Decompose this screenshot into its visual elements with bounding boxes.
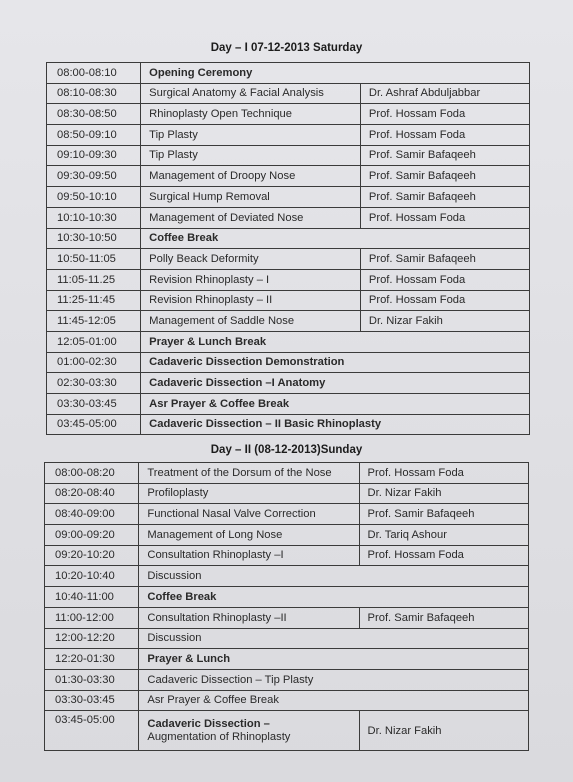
session-title: Revision Rhinoplasty – I	[149, 273, 270, 286]
session-title-cell	[141, 414, 530, 435]
schedule-row	[45, 525, 529, 546]
session-title-cell	[139, 607, 359, 628]
session-title-cell	[139, 525, 359, 546]
speaker-cell: Dr. Nizar Fakih	[359, 711, 528, 751]
session-title-cell	[141, 311, 361, 332]
time-cell: 09:00-09:20	[45, 525, 139, 546]
schedule-row	[45, 628, 529, 649]
time-cell: 01:00-02:30	[47, 352, 141, 373]
day-2-heading: Day – II (08-12-2013)Sunday	[210, 444, 363, 456]
schedule-row	[47, 414, 530, 435]
schedule-row	[47, 269, 530, 290]
time-cell: 11:00-12:00	[45, 607, 139, 628]
session-title-cell	[141, 331, 530, 352]
time-cell: 10:30-10:50	[47, 228, 141, 249]
schedule-row	[45, 711, 529, 751]
speaker-cell: Prof. Samir Bafaqeeh	[360, 145, 529, 166]
time-cell: 12:00-12:20	[45, 628, 139, 649]
session-title: Management of Droopy Nose	[149, 170, 296, 183]
session-title-cell	[141, 83, 361, 104]
schedule-row	[45, 607, 529, 628]
schedule-row	[47, 373, 530, 394]
schedule-row	[47, 187, 530, 208]
session-title-cell	[139, 587, 529, 608]
session-title: Cadaveric Dissection – Tip Plasty	[147, 673, 314, 686]
time-cell: 12:05-01:00	[47, 331, 141, 352]
session-title: Discussion	[147, 570, 202, 583]
session-title: Surgical Anatomy & Facial Analysis	[149, 87, 324, 100]
speaker-cell: Prof. Hossam Foda	[359, 463, 528, 484]
session-title: Cadaveric Dissection Demonstration	[149, 356, 345, 369]
time-cell: 11:05-11.25	[47, 269, 141, 290]
time-cell: 09:20-10:20	[45, 545, 139, 566]
time-cell: 03:45-05:00	[47, 414, 141, 435]
session-title-cell	[139, 545, 359, 566]
session-title: Asr Prayer & Coffee Break	[149, 397, 290, 410]
speaker-cell: Prof. Hossam Foda	[360, 104, 529, 125]
day-1-heading: Day – I 07-12-2013 Saturday	[210, 42, 363, 54]
schedule-row	[47, 311, 530, 332]
session-title-cell	[141, 166, 361, 187]
time-cell: 08:00-08:10	[47, 63, 141, 84]
time-cell: 12:20-01:30	[45, 649, 139, 670]
session-title: Coffee Break	[147, 590, 217, 603]
day-1-schedule-table	[46, 62, 530, 435]
time-cell: 09:30-09:50	[47, 166, 141, 187]
session-title-cell	[141, 207, 361, 228]
time-cell: 11:25-11:45	[47, 290, 141, 311]
schedule-row	[47, 352, 530, 373]
time-cell: 09:50-10:10	[47, 187, 141, 208]
session-title-cell	[139, 649, 529, 670]
session-title: Opening Ceremony	[149, 66, 253, 79]
speaker-cell: Dr. Nizar Fakih	[360, 311, 529, 332]
session-title-cell	[139, 483, 359, 504]
time-cell: 01:30-03:30	[45, 669, 139, 690]
schedule-row	[47, 290, 530, 311]
session-title: Prayer & Lunch	[147, 652, 231, 665]
session-title: Polly Beack Deformity	[149, 252, 259, 265]
time-cell: 10:40-11:00	[45, 587, 139, 608]
session-title-cell	[141, 228, 530, 249]
time-cell: 08:10-08:30	[47, 83, 141, 104]
schedule-row	[47, 145, 530, 166]
time-cell: 10:10-10:30	[47, 207, 141, 228]
session-title: Management of Saddle Nose	[149, 314, 295, 327]
session-title-cell	[139, 463, 359, 484]
session-title-cell	[141, 145, 361, 166]
session-title: Discussion	[147, 632, 202, 645]
time-cell: 03:30-03:45	[45, 690, 139, 711]
session-title-cell	[141, 187, 361, 208]
schedule-row	[45, 545, 529, 566]
session-title: Management of Long Nose	[147, 528, 283, 541]
speaker-cell: Dr. Ashraf Abduljabbar	[360, 83, 529, 104]
speaker-cell: Dr. Nizar Fakih	[359, 483, 528, 504]
session-title: Coffee Break	[149, 232, 219, 245]
session-title: Tip Plasty	[149, 128, 198, 141]
session-title: Cadaveric Dissection – II Basic Rhinoplasty	[149, 418, 382, 431]
schedule-row	[45, 690, 529, 711]
schedule-row	[45, 566, 529, 587]
speaker-cell: Prof. Hossam Foda	[360, 269, 529, 290]
session-title-cell	[141, 373, 530, 394]
session-title: Cadaveric Dissection –I Anatomy	[149, 377, 326, 389]
session-title: Consultation Rhinoplasty –II	[147, 611, 287, 624]
session-title: Consultation Rhinoplasty –I	[147, 549, 284, 562]
session-title: Treatment of the Dorsum of the Nose	[147, 466, 332, 479]
speaker-cell: Dr. Tariq Ashour	[359, 525, 528, 546]
speaker-cell: Prof. Samir Bafaqeeh	[359, 504, 528, 525]
speaker-cell: Prof. Samir Bafaqeeh	[360, 187, 529, 208]
speaker-cell: Prof. Hossam Foda	[360, 207, 529, 228]
time-cell: 08:50-09:10	[47, 125, 141, 146]
session-title: Asr Prayer & Coffee Break	[147, 694, 279, 707]
speaker-cell: Prof. Hossam Foda	[360, 290, 529, 311]
time-cell: 09:10-09:30	[47, 145, 141, 166]
session-title: Tip Plasty	[149, 149, 198, 162]
time-cell: 08:20-08:40	[45, 483, 139, 504]
schedule-row	[45, 649, 529, 670]
time-cell: 02:30-03:30	[47, 373, 141, 394]
time-cell: 11:45-12:05	[47, 311, 141, 332]
session-title: Prayer & Lunch Break	[149, 335, 267, 348]
schedule-row	[47, 83, 530, 104]
time-cell: 08:30-08:50	[47, 104, 141, 125]
speaker-cell: Prof. Samir Bafaqeeh	[359, 607, 528, 628]
schedule-row	[47, 331, 530, 352]
schedule-row	[45, 587, 529, 608]
schedule-row	[45, 669, 529, 690]
schedule-row	[47, 166, 530, 187]
session-title: Rhinoplasty Open Technique	[149, 108, 292, 121]
session-title-cell	[141, 249, 361, 270]
time-cell: 03:45-05:00	[45, 711, 139, 751]
speaker-cell: Prof. Samir Bafaqeeh	[360, 166, 529, 187]
speaker-cell: Prof. Hossam Foda	[360, 125, 529, 146]
speaker-cell: Prof. Samir Bafaqeeh	[360, 249, 529, 270]
schedule-row	[47, 125, 530, 146]
session-title: Profiloplasty	[147, 487, 209, 500]
schedule-row	[47, 104, 530, 125]
schedule-row	[47, 249, 530, 270]
schedule-row	[47, 63, 530, 84]
time-cell: 08:40-09:00	[45, 504, 139, 525]
session-title-cell	[139, 690, 529, 711]
schedule-row	[47, 207, 530, 228]
schedule-row	[45, 483, 529, 504]
session-title: Functional Nasal Valve Correction	[147, 508, 316, 521]
schedule-row	[47, 394, 530, 415]
session-title-cell	[141, 394, 530, 415]
session-title: Revision Rhinoplasty – II	[149, 294, 273, 307]
session-title-cell	[141, 125, 361, 146]
session-subtitle: Augmentation of Rhinoplasty	[147, 730, 291, 743]
schedule-row	[47, 228, 530, 249]
session-title-cell	[141, 104, 361, 125]
session-title: Surgical Hump Removal	[149, 190, 270, 203]
session-title-cell	[141, 63, 530, 84]
session-title-cell	[141, 269, 361, 290]
session-title-cell	[139, 504, 359, 525]
session-title-cell	[141, 352, 530, 373]
time-cell: 03:30-03:45	[47, 394, 141, 415]
time-cell: 10:20-10:40	[45, 566, 139, 587]
session-title-cell	[139, 628, 529, 649]
session-title-cell	[139, 669, 529, 690]
schedule-row	[45, 504, 529, 525]
time-cell: 10:50-11:05	[47, 249, 141, 270]
session-title-cell	[139, 566, 529, 587]
schedule-row	[45, 463, 529, 484]
time-cell: 08:00-08:20	[45, 463, 139, 484]
session-title-cell	[141, 290, 361, 311]
session-title: Management of Deviated Nose	[149, 211, 304, 224]
session-title-cell	[139, 711, 359, 751]
day-2-schedule-table	[44, 462, 529, 751]
speaker-cell: Prof. Hossam Foda	[359, 545, 528, 566]
session-title: Cadaveric Dissection –	[147, 718, 270, 731]
